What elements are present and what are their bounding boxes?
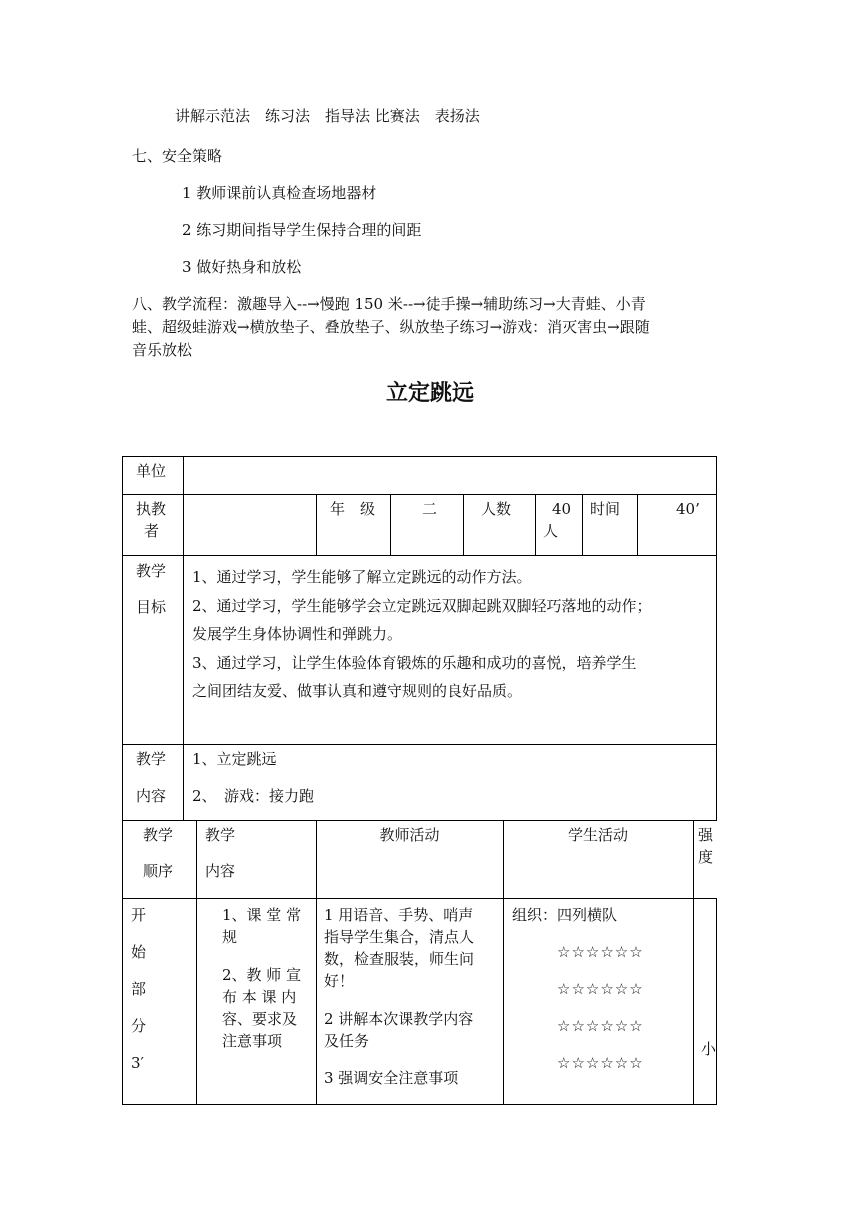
formation-row: ☆☆☆☆☆☆ xyxy=(557,980,644,998)
phase-char: 分 xyxy=(131,1017,147,1035)
goal-line: 发展学生身体协调性和弹跳力。 xyxy=(192,625,403,643)
teacher-label: 执教 xyxy=(136,500,167,518)
grade-value: 二 xyxy=(422,500,438,518)
teacher-activity-line: 好！ xyxy=(324,972,355,990)
count-unit: 人 xyxy=(543,522,559,540)
teacher-activity-line: 及任务 xyxy=(324,1032,370,1050)
content-label: 内容 xyxy=(136,787,167,805)
header-order: 教学 xyxy=(143,826,174,844)
content-routine: 规 xyxy=(222,928,238,946)
teacher-activity-line: 指导学生集合，清点人 xyxy=(324,928,475,946)
student-organization: 组织：四列横队 xyxy=(512,906,618,924)
safety-item: 3 做好热身和放松 xyxy=(182,258,302,276)
count-value: 40 xyxy=(552,500,572,518)
content-announce: 注意事项 xyxy=(222,1032,283,1050)
header-content: 内容 xyxy=(205,862,236,880)
header-order: 顺序 xyxy=(143,862,174,880)
methods-line: 讲解示范法 练习法 指导法 比赛法 表扬法 xyxy=(175,107,480,125)
flow-line: 音乐放松 xyxy=(132,341,193,359)
safety-item: 1 教师课前认真检查场地器材 xyxy=(182,184,377,202)
page-title: 立定跳远 xyxy=(385,381,474,406)
content-announce: 布 本 课 内 xyxy=(222,988,297,1006)
content-announce: 2、教 师 宣 xyxy=(222,966,302,984)
teacher-activity-line: 1 用语音、手势、哨声 xyxy=(324,906,474,924)
header-intensity: 度 xyxy=(698,848,714,866)
grade-label: 年 级 xyxy=(330,500,376,518)
time-value: 40’ xyxy=(676,500,700,518)
safety-item: 2 练习期间指导学生保持合理的间距 xyxy=(182,221,422,239)
goal-line: 2、通过学习，学生能够学会立定跳远双脚起跳双脚轻巧落地的动作； xyxy=(192,597,652,615)
count-label: 人数 xyxy=(481,500,512,518)
goals-label: 教学 xyxy=(136,562,167,580)
teacher-activity-line: 3 强调安全注意事项 xyxy=(324,1069,459,1087)
unit-label: 单位 xyxy=(136,462,167,480)
phase-duration: 3′ xyxy=(131,1054,144,1072)
content-item: 1、立定跳远 xyxy=(192,750,277,768)
goals-label: 目标 xyxy=(136,598,167,616)
header-content: 教学 xyxy=(205,826,236,844)
teacher-activity-line: 数，检查服装，师生问 xyxy=(324,950,475,968)
safety-heading: 七、安全策略 xyxy=(132,147,223,165)
header-intensity: 强 xyxy=(698,826,714,844)
phase-char: 部 xyxy=(131,980,147,998)
content-announce: 容、要求及 xyxy=(222,1010,298,1028)
goal-line: 之间团结友爱、做事认真和遵守规则的良好品质。 xyxy=(192,682,523,700)
phase-char: 开 xyxy=(131,906,147,924)
phase-char: 始 xyxy=(131,943,147,961)
formation-row: ☆☆☆☆☆☆ xyxy=(557,1017,644,1035)
time-label: 时间 xyxy=(590,500,621,518)
content-routine: 1、课 堂 常 xyxy=(222,906,302,924)
header-teacher-activity: 教师活动 xyxy=(379,826,440,844)
formation-row: ☆☆☆☆☆☆ xyxy=(557,943,644,961)
content-label: 教学 xyxy=(136,750,167,768)
header-student-activity: 学生活动 xyxy=(567,826,628,844)
goal-line: 1、通过学习，学生能够了解立定跳远的动作方法。 xyxy=(192,568,532,586)
teacher-activity-line: 2 讲解本次课教学内容 xyxy=(324,1010,474,1028)
formation-row: ☆☆☆☆☆☆ xyxy=(557,1054,644,1072)
goal-line: 3、通过学习，让学生体验体育锻炼的乐趣和成功的喜悦，培养学生 xyxy=(192,654,637,672)
flow-line: 蛙、超级蛙游戏→横放垫子、叠放垫子、纵放垫子练习→游戏：消灭害虫→跟随 xyxy=(132,318,650,336)
content-item: 2、 游戏：接力跑 xyxy=(192,787,315,805)
flow-line: 八、教学流程：激趣导入--→慢跑 150 米--→徒手操→辅助练习→大青蛙、小青 xyxy=(132,295,646,313)
intensity-value: 小 xyxy=(701,1040,717,1058)
teacher-label: 者 xyxy=(144,522,160,540)
